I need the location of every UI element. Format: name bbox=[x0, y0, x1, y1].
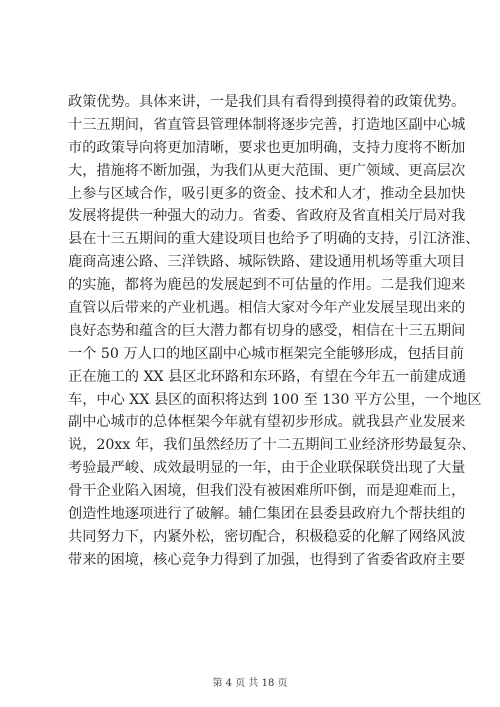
text-line: 上参与区域合作，吸引更多的资金、技术和人才，推动全县加快 bbox=[68, 185, 466, 202]
text-line: 共同努力下，内紧外松，密切配合，积极稳妥的化解了网络风波 bbox=[68, 528, 466, 545]
text-line: 说，20xx 年，我们虽然经历了十二五期间工业经济形势最复杂、 bbox=[68, 437, 476, 454]
text-line: 正在施工的 XX 县区北环路和东环路，有望在今年五一前建成通 bbox=[68, 368, 467, 385]
text-line: 良好态势和蕴含的巨大潜力都有切身的感受，相信在十三五期间 bbox=[68, 322, 466, 339]
text-line: 骨干企业陷入困境，但我们没有被困难所吓倒，而是迎难而上， bbox=[68, 483, 466, 500]
text-line: 创造性地逐项进行了破解。辅仁集团在县委县政府九个帮扶组的 bbox=[68, 506, 466, 523]
text-line: 带来的困境，核心竞争力得到了加强，也得到了省委省政府主要 bbox=[68, 551, 466, 568]
text-line: 县在十三五期间的重大建设项目也给予了明确的支持，引江济淮、 bbox=[68, 231, 480, 248]
text-line: 副中心城市的总体框架今年就有望初步形成。就我县产业发展来 bbox=[68, 414, 466, 431]
text-line: 考验最严峻、成效最明显的一年，由于企业联保联贷出现了大量 bbox=[68, 460, 466, 477]
text-line: 一个 50 万人口的地区副中心城市框架完全能够形成，包括目前 bbox=[68, 345, 464, 362]
text-line: 的实施，都将为鹿邑的发展起到不可估量的作用。二是我们迎来 bbox=[68, 277, 466, 294]
page-footer: 第 4 页 共 18 页 bbox=[212, 678, 288, 689]
text-line: 发展将提供一种强大的动力。省委、省政府及省直相关厅局对我 bbox=[68, 208, 466, 225]
text-line: 市的政策导向将更加清晰，要求也更加明确，支持力度将不断加 bbox=[68, 139, 466, 156]
text-line: 车，中心 XX 县区的面积将达到 100 至 130 平方公里，一个地区 bbox=[68, 391, 482, 408]
text-line: 鹿商高速公路、三洋铁路、城际铁路、建设通用机场等重大项目 bbox=[68, 254, 466, 271]
text-line: 大，措施将不断加强，为我们从更大范围、更广领域、更高层次 bbox=[68, 162, 466, 179]
text-line: 直管以后带来的产业机遇。相信大家对今年产业发展呈现出来的 bbox=[68, 300, 466, 317]
text-line: 政策优势。具体来讲，一是我们具有看得到摸得着的政策优势。 bbox=[68, 94, 466, 110]
text-line: 十三五期间，省直管县管理体制将逐步完善，打造地区副中心城 bbox=[68, 116, 466, 133]
body-text bbox=[68, 91, 482, 572]
